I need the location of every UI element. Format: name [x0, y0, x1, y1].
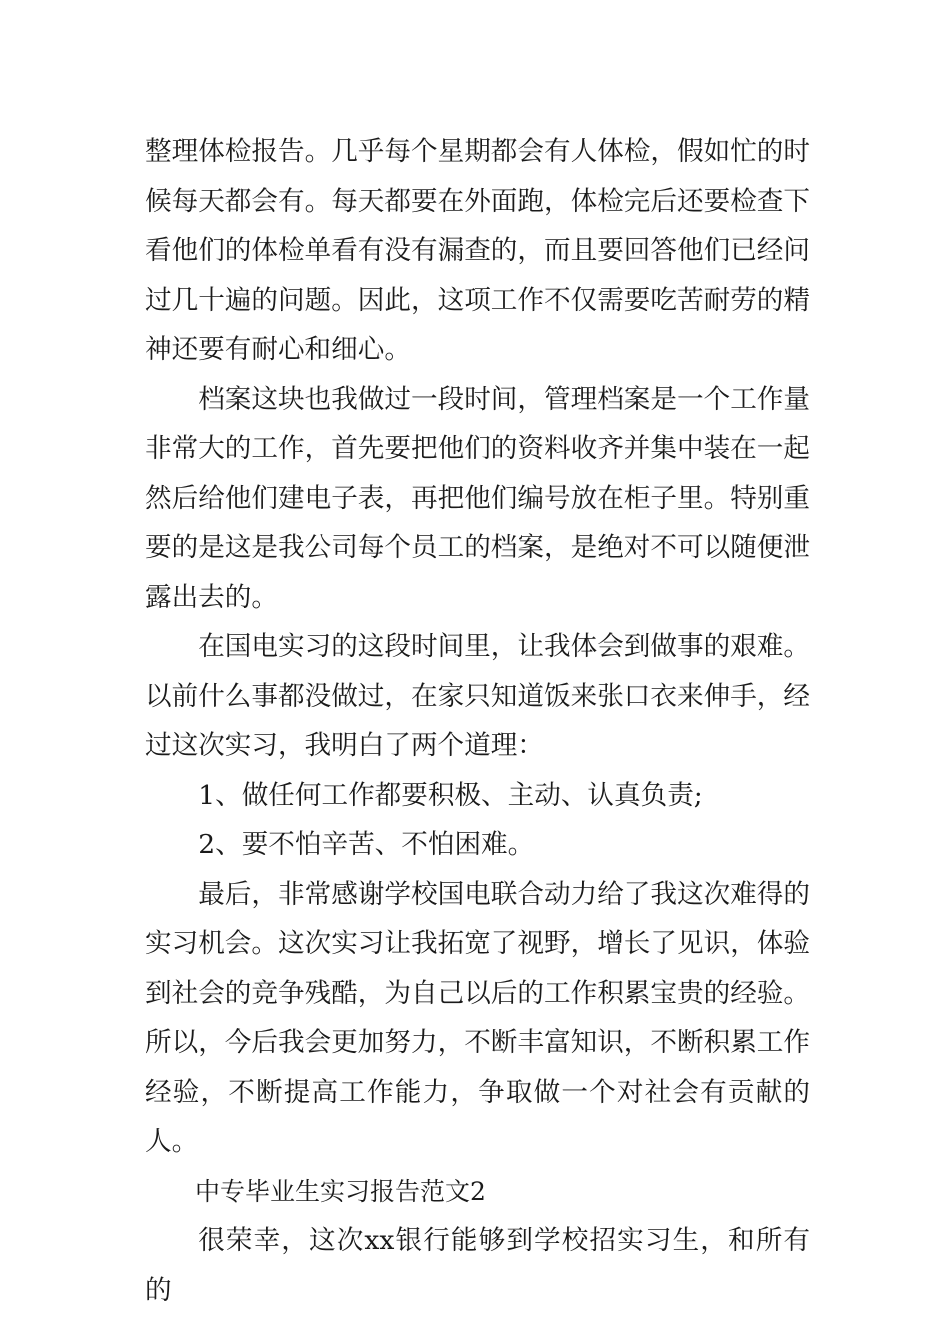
- lesson-item-1: 1、做任何工作都要积极、主动、认真负责;: [198, 779, 703, 811]
- paragraph-internship-reflection: 在国电实习的这段时间里，让我体会到做事的艰难。以前什么事都没做过，在家只知道饭来张口衣来伸手，经过这次实习，我明白了两个道理：: [145, 631, 810, 761]
- section-heading: 中专毕业生实习报告范文2: [195, 1176, 486, 1206]
- paragraph-conclusion: 最后，非常感谢学校国电联合动力给了我这次难得的实习机会。这次实习让我拓宽了视野，增长了见识，体验到社会的竞争残酷，为自己以后的工作积累宝贵的经验。所以，今后我会更加努力，不断丰富知识，不断积累工作经验，不断提高工作能力，争取做一个对社会有贡献的人。: [145, 878, 810, 1157]
- paragraph-health-check: 整理体检报告。几乎每个星期都会有人体检，假如忙的时候每天都会有。每天都要在外面跑，体检完后还要检查下看他们的体检单看有没有漏查的，而且要回答他们已经问过几十遍的问题。因此，这项工作不仅需要吃苦耐劳的精神还要有耐心和细心。: [145, 136, 810, 365]
- paragraph-archives: 档案这块也我做过一段时间，管理档案是一个工作量非常大的工作，首先要把他们的资料收齐并集中装在一起然后给他们建电子表，再把他们编号放在柜子里。特别重要的是这是我公司每个员工的档案，是绝对不可以随便泄露出去的。: [145, 383, 810, 613]
- lesson-item-2: 2、要不怕辛苦、不怕困难。: [198, 829, 535, 860]
- paragraph-bank-intro: 很荣幸，这次xx银行能够到学校招实习生，和所有的: [145, 1225, 810, 1306]
- document-body: [145, 127, 810, 1315]
